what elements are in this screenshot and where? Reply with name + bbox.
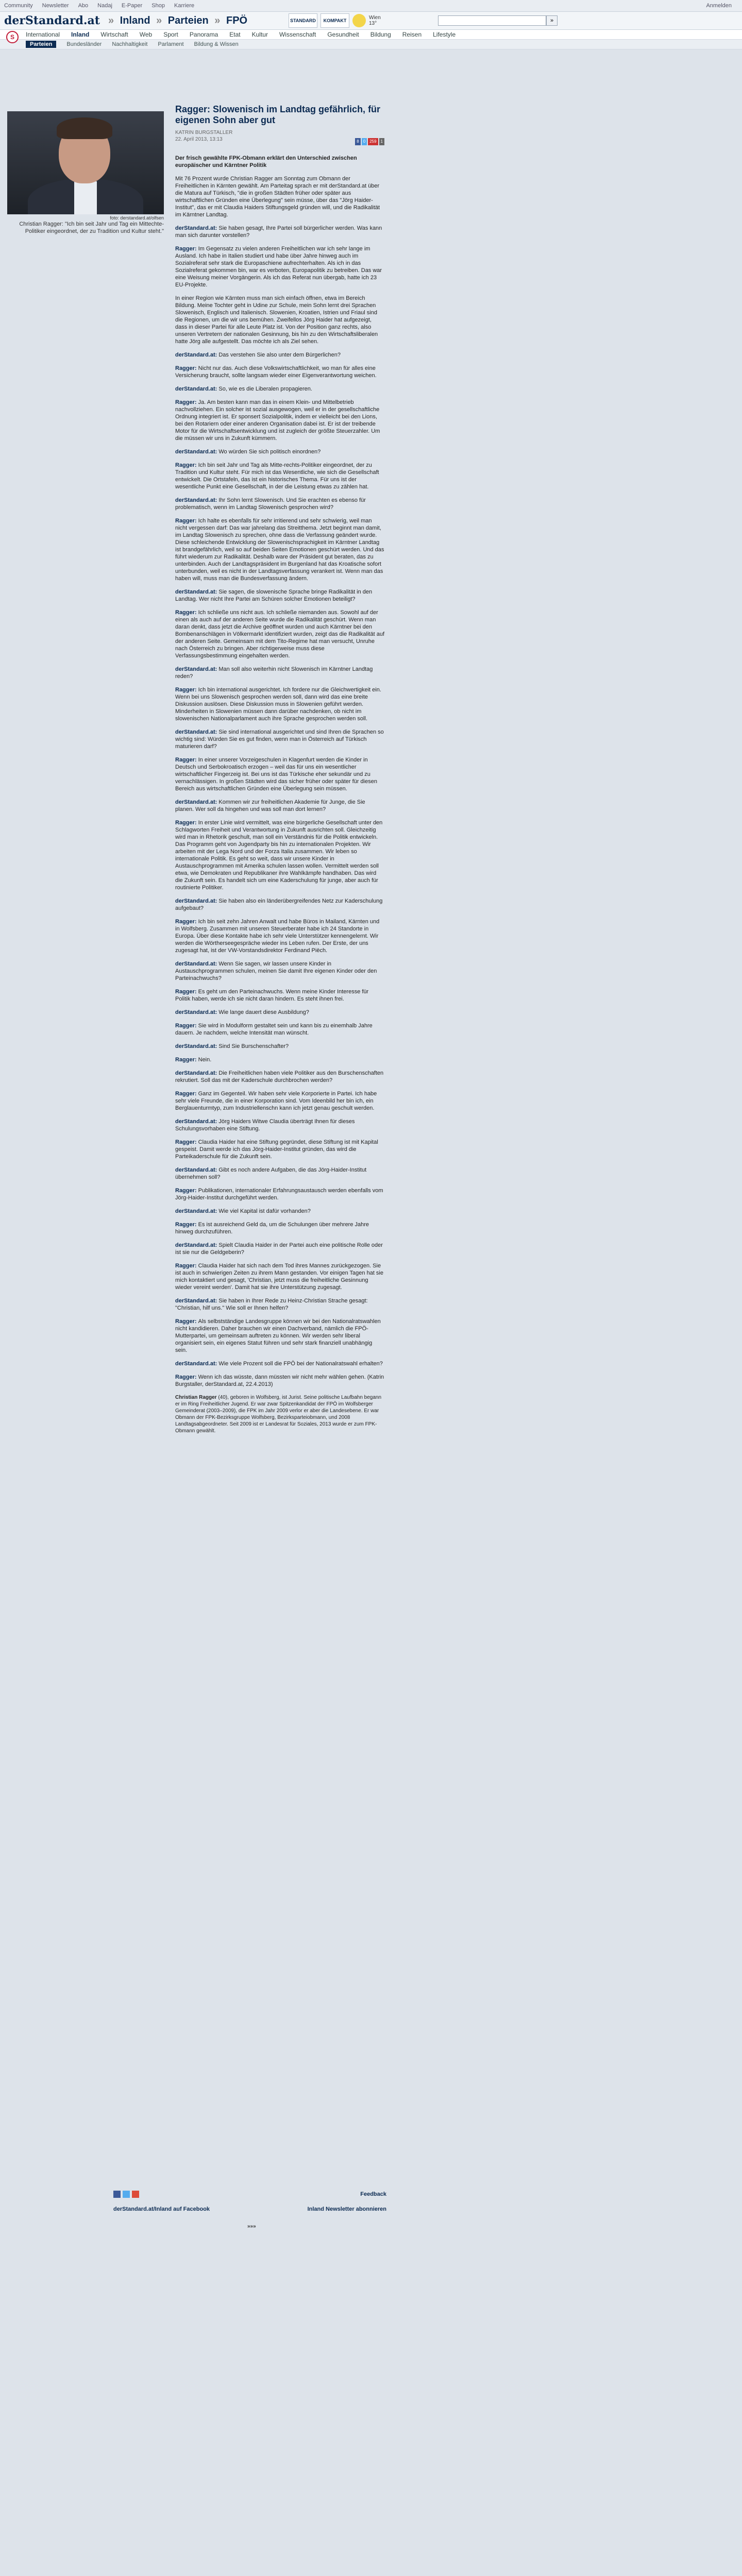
article-paragraph (175, 497, 384, 511)
speaker-label: Ragger: (175, 365, 198, 371)
topbar (0, 0, 742, 12)
paragraph-text: Sie wird in Modulform gestaltet sein und kann bis zu einemhalb Jahre dauern. Je nachdem, welche Intensität man wünscht. (175, 1023, 373, 1036)
print-count[interactable]: 1 (379, 138, 384, 145)
paragraph-text: Nein. (198, 1057, 212, 1063)
article-paragraph (175, 1139, 384, 1160)
article-paragraph (175, 245, 384, 289)
paragraph-text: Sie haben also ein länderübergreifendes Netz zur Kaderschulung aufgebaut? (175, 898, 383, 911)
article-paragraph (175, 1009, 384, 1016)
speaker-label: derStandard.at: (175, 1009, 219, 1015)
speaker-label: Ragger: (175, 989, 198, 995)
speaker-label: derStandard.at: (175, 729, 219, 735)
speaker-label: Ragger: (175, 1139, 198, 1145)
paragraph-text: Sie haben gesagt, Ihre Partei soll bürgerlicher werden. Was kann man sich darunter vorstellen? (175, 225, 382, 239)
photo-caption: Christian Ragger: "Ich bin seit Jahr und Tag ein Mittechte-Politiker eingeordnet, der zu Tradition und Kultur steht." (19, 221, 164, 234)
search-button[interactable]: » (546, 15, 558, 26)
article-paragraph (175, 1221, 384, 1235)
speaker-label: derStandard.at: (175, 225, 219, 231)
share-bar (355, 138, 384, 145)
author-bio (175, 1394, 384, 1434)
article-body (175, 175, 384, 1388)
article-paragraph (175, 609, 384, 659)
paragraph-text: Gibt es noch andere Aufgaben, die das Jörg-Haider-Institut übernehmen soll? (175, 1167, 367, 1180)
speaker-label: derStandard.at: (175, 1208, 219, 1214)
article-paragraph (175, 1090, 384, 1112)
newsletter-link[interactable]: Inland Newsletter abonnieren (307, 2206, 386, 2212)
speaker-label: Ragger: (175, 609, 198, 616)
share-row-bottom (113, 2191, 386, 2198)
nav-sport[interactable]: Sport (163, 31, 178, 38)
paragraph-text: Mit 76 Prozent wurde Christian Ragger am Sonntag zum Obmann der Freiheitlichen in Kärnten gewählt. Am Parteitag sprach er mit derStandard.at über die Matura auf Türkisch, "die in großen Städten früher oder später aus wirtschaftlichen Gründen eine Überlegung" sein müsse, über das "Jörg Haider-Institut", das er mit Claudia Haiders Stiftungsgeld gründen will, und die Radikalität im Kärntner Landtag. (175, 176, 380, 218)
paragraph-text: Sie sind international ausgerichtet und sind Ihren die Sprachen so wichtig sind: Würden Sie es gut finden, wenn man in Österreich auf Türkisch maturieren darf? (175, 729, 384, 750)
article-lead: Der frisch gewählte FPK-Obmann erklärt den Unterschied zwischen europäischer und Kärntner Politik (175, 155, 357, 168)
speaker-label: derStandard.at: (175, 961, 219, 967)
kompakt-box[interactable]: KOMPAKT (321, 13, 349, 28)
topbar-link-epaper[interactable]: E-Paper (121, 3, 143, 9)
paragraph-text: Ich bin seit Jahr und Tag als Mitte-rechts-Politiker eingeordnet, der zu Tradition und Kultur steht. Für mich ist das Wesentliche, wie sich die Gesellschaft entwickelt. Die Ortstafeln, das ist ein historisches Thema. Für uns ist der wesentliche Punkt eine Gesellschaft, in der die Leistung etwas zu zählen hat. (175, 462, 379, 490)
speaker-label: Ragger: (175, 246, 198, 252)
speaker-label: Ragger: (175, 1318, 198, 1325)
article-paragraph (175, 819, 384, 891)
paragraph-text: Claudia Haider hat eine Stiftung gegründet, diese Stiftung ist mit Kapital gespeist. Damit werde ich das Jörg-Haider-Institut gründen, das wird die Parteikaderschule für die Zukunft sein. (175, 1139, 378, 1160)
paragraph-text: Jörg Haiders Witwe Claudia überträgt Ihnen für dieses Schulungsvorhaben eine Stiftung. (175, 1118, 355, 1132)
speaker-label: derStandard.at: (175, 1070, 219, 1076)
paragraph-text: In erster Linie wird vermittelt, was eine bürgerliche Gesellschaft unter den Schlagworten Freiheit und Verantwortung in Zukunft ausrichten soll. Gleichzeitig wird man in Rhetorik geschult, man soll ein Verständnis für die Politik entwickeln. Das Programm geht von Jugendparty bis hin zu internationalen Projekten. Wir arbeiten mit der Lega Nord und der Forza Italia zusammen. Wir leben so internationale Politik. Es geht so weit, dass wir unsere Kinder in Austauschprogrammen mit Amerika schulen lassen wollen. Vermittelt werden soll etwa, wie Demokraten und Republikaner ihre Wahlkämpfe handhaben. Das wird die Zukunft sein. Es handelt sich um eine Kaderschulung für junge, aber auch für routinierte Politiker. (175, 820, 383, 891)
breadcrumb-separator: » (214, 14, 221, 26)
paragraph-text: Ich schließe uns nicht aus. Ich schließe niemanden aus. Sowohl auf der einen als auch auf der anderen Seite wurde die Radikalität geschürt. Wenn man daran denkt, dass jetzt die Archive geöffnet wurden und auch Kärntner bei den Bombenanschlägen in Völkermarkt identifiziert wurden, zeigt das die Radikalität auf der anderen Seite. Gemeinsam mit dem Tito-Regime hat man versucht, Unruhe nach Österreich zu bringen. Aber richtigerweise muss diese Verfassungsbestimmung eingehalten werden. (175, 609, 384, 659)
article-paragraph (175, 1056, 384, 1063)
breadcrumb (105, 15, 247, 27)
article-paragraph (175, 175, 384, 218)
photo-shirt (74, 181, 97, 214)
paragraph-text: Sie haben in Ihrer Rede zu Heinz-Christian Strache gesagt: "Christian, hilf uns." Wie soll er Ihnen helfen? (175, 1298, 368, 1311)
speaker-label: derStandard.at: (175, 898, 219, 904)
paragraph-text: Wie viel Kapital ist dafür vorhanden? (218, 1208, 311, 1214)
breadcrumb-separator: » (156, 14, 162, 26)
speaker-label: derStandard.at: (175, 352, 219, 358)
speaker-label: derStandard.at: (175, 497, 219, 503)
speaker-label: Ragger: (175, 518, 198, 524)
article-paragraph (175, 728, 384, 750)
facebook-share-count[interactable]: 8 (355, 138, 360, 145)
paragraph-text: Claudia Haider hat sich nach dem Tod ihres Mannes zurückgezogen. Sie ist auch in schwierigen Zeiten zu ihrem Mann gestanden. Vor einigen Tagen hat sie mich kontaktiert und gesagt, 'Christian, jetzt muss die freiheitliche Gesinnung wieder vereint werden'. Damit hat sie ihre Unterstützung zugesagt. (175, 1263, 383, 1291)
feedback-link[interactable]: Feedback (360, 2191, 386, 2197)
paragraph-text: Im Gegensatz zu vielen anderen Freiheitlichen war ich sehr lange im Ausland. Ich habe in Italien studiert und habe über Jahre hinweg auch im Sozialreferat sehr stark die Europaschiene aufrechterhalten. Als ich in das Sozialreferat gekommen bin, war es verboten, Europapolitik zu betreiben. Das war eine Weisung meiner Vorgängerin. Als ich das Referat nun übergab, hatte ich 23 EU-Projekte. (175, 246, 382, 288)
subnav-parlament[interactable]: Parlament (158, 41, 184, 47)
subnav-parteien[interactable]: Parteien (26, 41, 56, 48)
article-paragraph (175, 517, 384, 582)
breadcrumb-separator: » (108, 14, 114, 26)
paragraph-text: Es ist ausreichend Geld da, um die Schulungen über mehrere Jahre hinweg durchzuführen. (175, 1222, 369, 1235)
topbar-link-community[interactable]: Community (4, 3, 33, 9)
share-icons (113, 2191, 139, 2198)
twitter-share-count[interactable]: 0 (362, 138, 367, 145)
topbar-link-karriere[interactable]: Karriere (174, 3, 195, 9)
search-input[interactable] (438, 15, 546, 26)
paragraph-text: Die Freiheitlichen haben viele Politiker aus den Burschenschaften rekrutiert. Soll das mit der Kaderschule durchbrochen werden? (175, 1070, 384, 1083)
article-paragraph (175, 1297, 384, 1312)
photo-hair (57, 117, 112, 139)
paragraph-text: Sind Sie Burschenschafter? (218, 1043, 289, 1049)
twitter-icon[interactable] (123, 2191, 130, 2198)
speaker-label: Ragger: (175, 1222, 198, 1228)
bio-name: Christian Ragger (175, 1395, 217, 1400)
article-paragraph (175, 1318, 384, 1354)
paragraph-text: Wenn ich das wüsste, dann müssten wir nicht mehr wählen gehen. (Katrin Burgstaller, derStandard.at, 22.4.2013) (175, 1374, 384, 1387)
speaker-label: derStandard.at: (175, 1043, 219, 1049)
article-paragraph (175, 1208, 384, 1215)
topbar-link-nadaj[interactable]: Nadaj (97, 3, 112, 9)
article-paragraph (175, 295, 384, 345)
breadcrumb-fpoe[interactable]: FPÖ (226, 14, 248, 26)
speaker-label: derStandard.at: (175, 386, 219, 392)
paragraph-text: Publikationen, internationaler Erfahrungsaustausch werden ebenfalls vom Jörg-Haider-Institut durchgeführt werden. (175, 1188, 383, 1201)
nav-web[interactable]: Web (139, 31, 153, 38)
article-paragraph (175, 897, 384, 912)
speaker-label: derStandard.at: (175, 799, 219, 805)
article-paragraph (175, 1166, 384, 1181)
subnav-bildung-wissen[interactable]: Bildung & Wissen (194, 41, 239, 47)
nav-bildung[interactable]: Bildung (370, 31, 391, 38)
paragraph-text: Es geht um den Parteinachwuchs. Wenn meine Kinder Interesse für Politik haben, werde ich sie nicht daran hindern. Es steht ihnen frei. (175, 989, 369, 1002)
speaker-label: Ragger: (175, 1263, 198, 1269)
paragraph-text: In einer unserer Vorzeigeschulen in Klagenfurt werden die Kinder in Deutsch und Serbokroatisch erzogen – weil das für uns ein wesentlicher wirtschaftlicher Fingerzeig ist. Bei uns ist das Türkische eher sekundär und zu vernachlässigen. In großen Städten wird das sicher früher oder später für diesen Bereich aus wirtschaftlichen Gründen eine Überlegung sein müssen. (175, 757, 377, 792)
paragraph-text: Ihr Sohn lernt Slowenisch. Und Sie erachten es ebenso für problematisch, wenn im Landtag Slowenisch gesprochen wird? (175, 497, 366, 511)
nav-reisen[interactable]: Reisen (402, 31, 422, 38)
speaker-label: Ragger: (175, 757, 198, 763)
article-paragraph (175, 225, 384, 239)
article-paragraph (175, 1022, 384, 1037)
bottom-links (113, 2206, 386, 2212)
article-title: Ragger: Slowenisch im Landtag gefährlich, für eigenen Sohn aber gut (175, 104, 381, 125)
speaker-label: derStandard.at: (175, 449, 219, 455)
speaker-label: derStandard.at: (175, 1242, 219, 1248)
article-paragraph (175, 666, 384, 680)
topbar-link-newsletter[interactable]: Newsletter (42, 3, 69, 9)
photo-credit: foto: derstandard.at/olfsen (110, 215, 164, 221)
article-paragraph (175, 918, 384, 954)
article-paragraph (175, 351, 384, 359)
subnav-nachhaltigkeit[interactable]: Nachhaltigkeit (112, 41, 148, 47)
speaker-label: Ragger: (175, 820, 198, 826)
facebook-icon[interactable] (113, 2191, 121, 2198)
article-photo[interactable] (7, 111, 164, 214)
topbar-link-abo[interactable]: Abo (78, 3, 89, 9)
article-paragraph (175, 988, 384, 1003)
article-paragraph (175, 1187, 384, 1201)
paragraph-text: Wie lange dauert diese Ausbildung? (218, 1009, 309, 1015)
login-link[interactable]: Anmelden (706, 3, 732, 9)
article-paragraph (175, 756, 384, 792)
facebook-page-link[interactable]: derStandard.at/Inland auf Facebook (113, 2206, 210, 2212)
speaker-label: Ragger: (175, 1188, 198, 1194)
article-paragraph (175, 1374, 384, 1388)
nav-international[interactable]: International (26, 31, 60, 38)
paragraph-text: So, wie es die Liberalen propagieren. (218, 386, 312, 392)
speaker-label: derStandard.at: (175, 1361, 219, 1367)
googleplus-icon[interactable] (132, 2191, 139, 2198)
weather-readout[interactable]: Wien 13° (369, 15, 381, 26)
article-paragraph (175, 960, 384, 982)
speaker-label: Ragger: (175, 1374, 198, 1380)
paragraph-text: In einer Region wie Kärnten muss man sich einfach öffnen, etwa im Bereich Bildung. Meine Tochter geht in Udine zur Schule, mein Sohn lernt drei Sprachen Slowenisch, Englisch und Italienisch. Slowenien, Kroatien, Istrien und Friaul sind die Regionen, um die wir uns bemühen. Zweifellos Jörg Haider hat aufgezeigt, dass in dieser Partei für alle Leute Platz ist. Von der Position ganz rechts, also unseren Vertretern der nationalen Gesinnung, bis hin zu den Wirtschaftsliberalen hatte Jörg alle aufgestellt. Das möchte ich als Ziel sehen. (175, 295, 378, 345)
paragraph-text: Wenn Sie sagen, wir lassen unsere Kinder in Austauschprogrammen schulen, meinen Sie damit Ihre eigenen Kinder oder den Parteinachwuchs? (175, 961, 377, 981)
article-paragraph (175, 1242, 384, 1256)
breadcrumb-parteien[interactable]: Parteien (167, 14, 209, 26)
article-paragraph (175, 1360, 384, 1367)
paragraph-text: Spielt Claudia Haider in der Partei auch eine politische Rolle oder ist sie nur die Geldgeberin? (175, 1242, 383, 1256)
pager[interactable]: »»» (247, 2224, 256, 2229)
paragraph-text: Ja. Am besten kann man das in einem Klein- und Mittelbetrieb nachvollziehen. Ein solcher ist sozial ausgewogen, weil er in der gesellschaftliche Ordnung integriert ist. Er sponsert Sozialpolitik, indem er vielleicht bei den Lions, bei den Rotariern oder einer anderen Organisation dabei ist. Er ist der treibende Motor für die Wirtschaftsentwicklung und ist zugleich der größte Steuerzahler. Um die müssen wir uns in Zukunft kümmern. (175, 399, 380, 442)
paragraph-text: Wie viele Prozent soll die FPÖ bei der Nationalratswahl erhalten? (218, 1361, 383, 1367)
photo-column (7, 111, 164, 235)
article-author[interactable]: KATRIN BURGSTALLER (175, 130, 233, 135)
masthead-tools (289, 13, 390, 28)
article-paragraph (175, 385, 384, 393)
speaker-label: Ragger: (175, 1057, 198, 1063)
article-paragraph (175, 799, 384, 813)
standard-logo-box[interactable]: STANDARD (289, 13, 317, 28)
search-form (438, 15, 558, 26)
speaker-label: derStandard.at: (175, 1118, 219, 1125)
article-paragraph (175, 399, 384, 442)
sub-nav (0, 40, 742, 49)
speaker-label: Ragger: (175, 919, 198, 925)
content-area (0, 49, 392, 2576)
paragraph-text: Man soll also weiterhin nicht Slowenisch im Kärntner Landtag reden? (175, 666, 373, 680)
paragraph-text: Kommen wir zur freiheitlichen Akademie für Junge, die Sie planen. Wer soll da hingehen und was soll man dort lernen? (175, 799, 365, 812)
article-paragraph (175, 1070, 384, 1084)
nav-wissenschaft[interactable]: Wissenschaft (279, 31, 316, 38)
site-logo[interactable]: derStandard.at (4, 14, 100, 27)
breadcrumb-inland[interactable]: Inland (120, 14, 150, 26)
paragraph-text: Nicht nur das. Auch diese Volkswirtschaftlichkeit, wo man für alles eine Versicherung braucht, sollte langsam wieder einer Eigenverantwortung weichen. (175, 365, 377, 379)
paragraph-text: Sie sagen, die slowenische Sprache bringe Radikalität in den Landtag. Wer nicht Ihre Partei am Schüren solcher Emotionen beteiligt? (175, 589, 373, 602)
nav-wirtschaft[interactable]: Wirtschaft (100, 31, 128, 38)
speaker-label: derStandard.at: (175, 589, 219, 595)
nav-inland[interactable]: Inland (71, 31, 90, 38)
article-paragraph (175, 448, 384, 455)
speaker-label: Ragger: (175, 399, 198, 405)
article-paragraph (175, 1262, 384, 1291)
nav-kultur[interactable]: Kultur (251, 31, 268, 38)
speaker-label: Ragger: (175, 1091, 198, 1097)
article-paragraph (175, 1043, 384, 1050)
topbar-link-shop[interactable]: Shop (151, 3, 165, 9)
speaker-label: derStandard.at: (175, 666, 219, 672)
paragraph-text: Ich bin international ausgerichtet. Ich fordere nur die Gleichwertigkeit ein. Wenn bei uns Slowenisch gesprochen werden soll, dann wird das eine breite Diskussion auslösen. Diese Diskussion muss in Slowenien geführt werden. Minderheiten in Slowenien müssen dann darüber nachdenken, ob nicht im slowenischen Nationalparlament auch ihre Sprache gesprochen werden soll. (175, 687, 381, 722)
article-paragraph (175, 365, 384, 379)
paragraph-text: Ganz im Gegenteil. Wir haben sehr viele Korporierte in Partei. Ich habe sehr viele Freunde, die in einer Korporation sind. Vom Ideenbild her bin ich, ein Berglauenturmtyp, zum Industriellenschn kann ich jetzt genau geschult werden. (175, 1091, 377, 1111)
nav-gesundheit[interactable]: Gesundheit (327, 31, 359, 38)
article-paragraph (175, 686, 384, 722)
article-paragraph (175, 588, 384, 603)
paragraph-text: Wo würden Sie sich politisch einordnen? (218, 449, 321, 455)
home-icon[interactable]: S (6, 31, 19, 43)
nav-etat[interactable]: Etat (229, 31, 241, 38)
speaker-label: Ragger: (175, 687, 198, 693)
posting-count[interactable]: 259 (368, 138, 378, 145)
bio-text: (40), geboren in Wolfsberg, ist Jurist. Seine politische Laufbahn begann er im Ring Freiheitlicher Jugend. Er war zwar Spitzenkandidat der FPÖ im Wolfsberger Gemeinderat (2003–2009), die FPK im Jahr 2009 verlor er aber die Landesebene. Er war Obmann der FPK-Bezirksgruppe Wolfsberg, Bezirksparteiobmann, und 2008 Landtagsabgeordneter. Seit 2009 ist er Landesrat für Soziales, 2013 wurde er zum FPK-Obmann gewählt. (175, 1395, 382, 1434)
subnav-bundeslaender[interactable]: Bundesländer (66, 41, 102, 47)
paragraph-text: Ich bin seit zehn Jahren Anwalt und habe Büros in Mailand, Kärnten und in Wolfsberg. Zusammen mit unseren Steuerberater habe ich 24 Standorte in Europa. Über diese Kontakte habe ich sehr viele Unterstützer kennengelernt. Wir werden die Wörtherseegespräche wieder ins Leben rufen. Der Erste, der uns zugesagt hat, ist der VW-Vorstandsdirektor Ferdinand Piëch. (175, 919, 380, 954)
main-nav (0, 30, 742, 40)
nav-lifestyle[interactable]: Lifestyle (433, 31, 456, 38)
paragraph-text: Das verstehen Sie also unter dem Bürgerlichen? (218, 352, 341, 358)
article-date: 22. April 2013, 13:13 (175, 137, 223, 142)
article-paragraph (175, 1118, 384, 1132)
speaker-label: derStandard.at: (175, 1298, 219, 1304)
article (175, 104, 384, 1434)
speaker-label: derStandard.at: (175, 1167, 219, 1173)
nav-panorama[interactable]: Panorama (189, 31, 218, 38)
speaker-label: Ragger: (175, 462, 198, 468)
paragraph-text: Als selbstständige Landesgruppe können wir bei den Nationalratswahlen nicht kandidieren. Daher brauchen wir einen Dachverband, nämlich die FPÖ-Mutterpartei, um gemeinsam auftreten zu können. Wir werden sehr liberal organisiert sein, ein eigenes Statut führen und sehr stark finanziell unabhängig sein. (175, 1318, 381, 1353)
article-paragraph (175, 462, 384, 490)
speaker-label: Ragger: (175, 1023, 198, 1029)
sun-icon (352, 14, 366, 27)
paragraph-text: Ich halte es ebenfalls für sehr irritierend und sehr schwierig, weil man nicht vergessen darf: Das war jahrelang das Streitthema. Jetzt beginnt man damit, im Landtag Slowenisch zu sprechen, ohne dass die Verfassung geändert wurde. Diese schleichende Entwicklung der Slowenischsprachigkeit im Kärntner Landtag ist brandgefährlich, weil so auf beiden Seiten Emotionen geschürt werden. Und das führt wiederum zur Radikalität. Deshalb ware der Präsident gut beraten, das zu unterbinden. Auch der Landtagspräsident im Burgenland hat das Kroatische sofort unterbunden, weil es nicht in der Landtagsverfassung verankert ist. Wenn man das haben will, muss man die Bundesverfassung ändern. (175, 518, 384, 582)
